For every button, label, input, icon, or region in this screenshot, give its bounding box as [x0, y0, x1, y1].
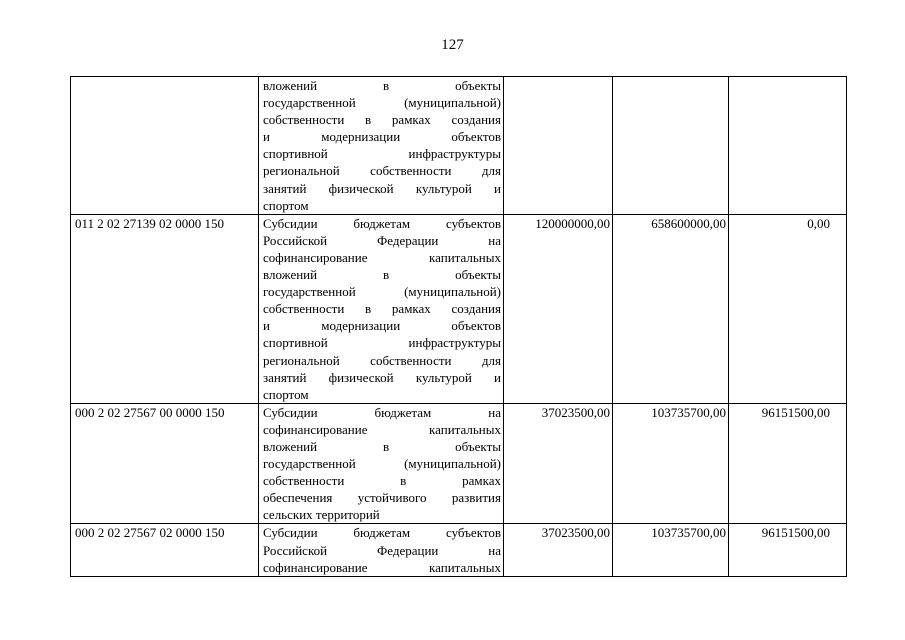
description-line: софинансирование капитальных	[263, 249, 501, 265]
table-row	[71, 214, 847, 403]
amount-cell-3: 96151500,00	[729, 403, 847, 524]
amount-cell-1	[504, 77, 613, 215]
description-line: собственности в рамках создания	[263, 301, 501, 317]
description-line: софинансирование капитальных	[263, 421, 501, 437]
table-row	[71, 524, 847, 576]
description-line: государственной (муниципальной)	[263, 456, 501, 472]
amount-cell-2: 658600000,00	[613, 214, 729, 403]
budget-code-cell: 000 2 02 27567 00 0000 150	[71, 403, 259, 524]
description-line: вложений в объекты	[263, 438, 501, 454]
amount-cell-1: 37023500,00	[504, 403, 613, 524]
table-body	[71, 77, 847, 577]
description-cell	[259, 524, 504, 576]
amount-cell-2	[613, 77, 729, 215]
description-line: Субсидии бюджетам субъектов	[263, 525, 501, 541]
description-line: спортивной инфраструктуры	[263, 146, 501, 162]
description-line: Субсидии бюджетам субъектов	[263, 215, 501, 231]
amount-cell-1: 120000000,00	[504, 214, 613, 403]
amount-cell-1: 37023500,00	[504, 524, 613, 576]
description-line: региональной собственности для	[263, 163, 501, 179]
amount-cell-2: 103735700,00	[613, 403, 729, 524]
amount-cell-3: 0,00	[729, 214, 847, 403]
description-line: Российской Федерации на	[263, 542, 501, 558]
description-last-line: спортом	[263, 386, 309, 402]
description-line: спортивной инфраструктуры	[263, 335, 501, 351]
description-line: Субсидии бюджетам на	[263, 404, 501, 420]
budget-code-cell: 000 2 02 27567 02 0000 150	[71, 524, 259, 576]
description-line: обеспечения устойчивого развития	[263, 490, 501, 506]
description-line: занятий физической культурой и	[263, 369, 501, 385]
description-line: софинансирование капитальных	[263, 559, 501, 575]
budget-table	[70, 76, 847, 577]
description-cell	[259, 77, 504, 215]
description-line: государственной (муниципальной)	[263, 284, 501, 300]
description-line: и модернизации объектов	[263, 318, 501, 334]
description-line: собственности в рамках	[263, 473, 501, 489]
budget-code-cell	[71, 77, 259, 215]
description-last-line: сельских территорий	[263, 507, 380, 523]
description-line: региональной собственности для	[263, 352, 501, 368]
description-line: собственности в рамках создания	[263, 112, 501, 128]
description-line: и модернизации объектов	[263, 129, 501, 145]
table-row	[71, 403, 847, 524]
description-cell	[259, 214, 504, 403]
description-cell	[259, 403, 504, 524]
amount-cell-2: 103735700,00	[613, 524, 729, 576]
description-line: занятий физической культурой и	[263, 180, 501, 196]
amount-cell-3	[729, 77, 847, 215]
description-line: Российской Федерации на	[263, 232, 501, 248]
description-last-line: спортом	[263, 197, 309, 213]
budget-code-cell: 011 2 02 27139 02 0000 150	[71, 214, 259, 403]
page-number: 127	[441, 37, 464, 53]
table-row	[71, 77, 847, 215]
description-line: вложений в объекты	[263, 78, 501, 93]
description-line: государственной (муниципальной)	[263, 95, 501, 111]
amount-cell-3: 96151500,00	[729, 524, 847, 576]
description-line: вложений в объекты	[263, 267, 501, 283]
